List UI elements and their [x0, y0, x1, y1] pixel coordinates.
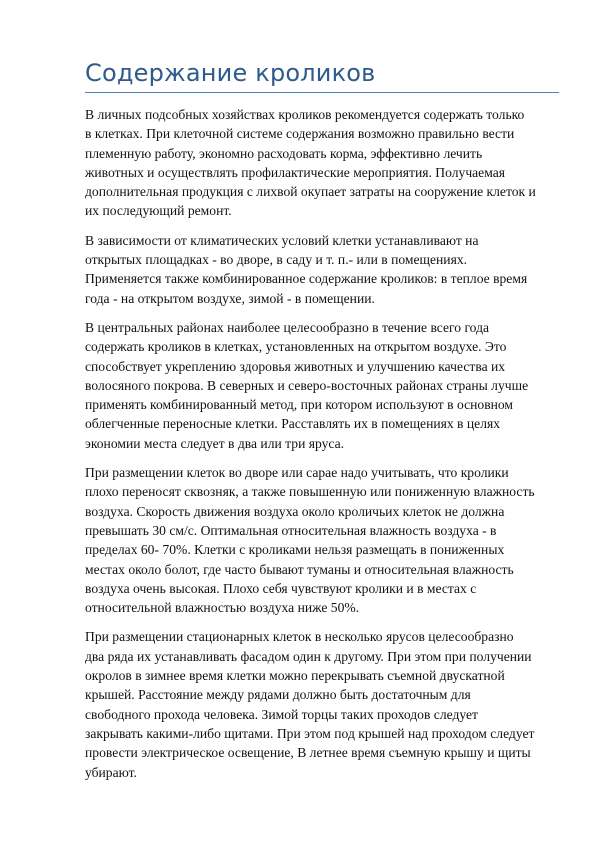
title-underline	[85, 92, 559, 93]
text-line: применять комбинированный метод, при котором используют в основном	[85, 397, 514, 413]
text-line: крышей. Расстояние между рядами должно быть достаточным для	[85, 687, 471, 703]
text-line: окролов в зимнее время клетки можно перекрывать съемной двускатной	[85, 668, 505, 684]
paragraph	[85, 318, 563, 453]
text-line: открытых площадках - во дворе, в саду и т. п.- или в помещениях.	[85, 252, 468, 268]
text-line: способствует укреплению здоровья животных и улучшению качества их	[85, 358, 506, 374]
text-line: волосяного покрова. В северных и северо-восточных районах страны лучше	[85, 377, 529, 393]
text-line: плохо переносят сквозняк, а также повышенную или пониженную влажность	[85, 484, 535, 500]
text-line: облегченные переносные клетки. Расставлять их в помещениях в целях	[85, 416, 501, 432]
text-line: относительной влажностью воздуха ниже 50%.	[85, 600, 360, 616]
text-line: племенную работу, экономно расходовать корма, эффективно лечить	[85, 145, 483, 161]
page-title: Содержание кроликов	[85, 59, 376, 87]
text-line: экономии места следует в два или три яруса.	[85, 435, 345, 451]
paragraph	[85, 105, 563, 221]
text-line: убирают.	[85, 764, 137, 780]
paragraph	[85, 463, 563, 617]
text-line: Применяется также комбинированное содержание кроликов: в теплое время	[85, 271, 528, 287]
text-line: закрывать какими-либо щитами. При этом под крышей над проходом следует	[85, 725, 535, 741]
text-line: дополнительная продукция с лихвой окупает затраты на сооружение клеток и	[85, 184, 536, 200]
text-line: свободного прохода человека. Зимой торцы таких проходов следует	[85, 706, 478, 722]
document-body	[85, 105, 563, 792]
text-line: воздуха. Скорость движения воздуха около кроличьих клеток не должна	[85, 503, 505, 519]
text-line: В зависимости от климатических условий клетки устанавливают на	[85, 232, 479, 248]
text-line: В личных подсобных хозяйствах кроликов рекомендуется содержать только	[85, 107, 525, 122]
text-line: При размещении стационарных клеток в несколько ярусов целесообразно	[85, 629, 514, 645]
text-line: животных и осуществлять профилактические мероприятия. Получаемая	[85, 164, 506, 180]
text-line: в клетках. При клеточной системе содержания возможно правильно вести	[85, 126, 515, 142]
text-line: их последующий ремонт.	[85, 203, 232, 219]
text-line: пределах 60- 70%. Клетки с кроликами нельзя размещать в пониженных	[85, 542, 505, 558]
text-line: При размещении клеток во дворе или сарае надо учитывать, что кролики	[85, 465, 509, 481]
text-line: воздуха очень высокая. Плохо себя чувствуют кролики и в местах с	[85, 580, 477, 596]
text-line: провести электрическое освещение, В летнее время съемную крышу и щиты	[85, 745, 531, 761]
text-line: В центральных районах наиболее целесообразно в течение всего года	[85, 319, 490, 335]
text-line: года - на открытом воздухе, зимой - в помещении.	[85, 290, 375, 306]
text-line: два ряда их устанавливать фасадом один к другому. При этом при получении	[85, 648, 532, 664]
text-line: содержать кроликов в клетках, установленных на открытом воздухе. Это	[85, 339, 507, 355]
text-line: местах около болот, где часто бывают туманы и относительная влажность	[85, 561, 514, 577]
paragraph	[85, 231, 563, 308]
paragraph	[85, 627, 563, 781]
text-line: превышать 30 см/с. Оптимальная относительная влажность воздуха - в	[85, 522, 497, 538]
